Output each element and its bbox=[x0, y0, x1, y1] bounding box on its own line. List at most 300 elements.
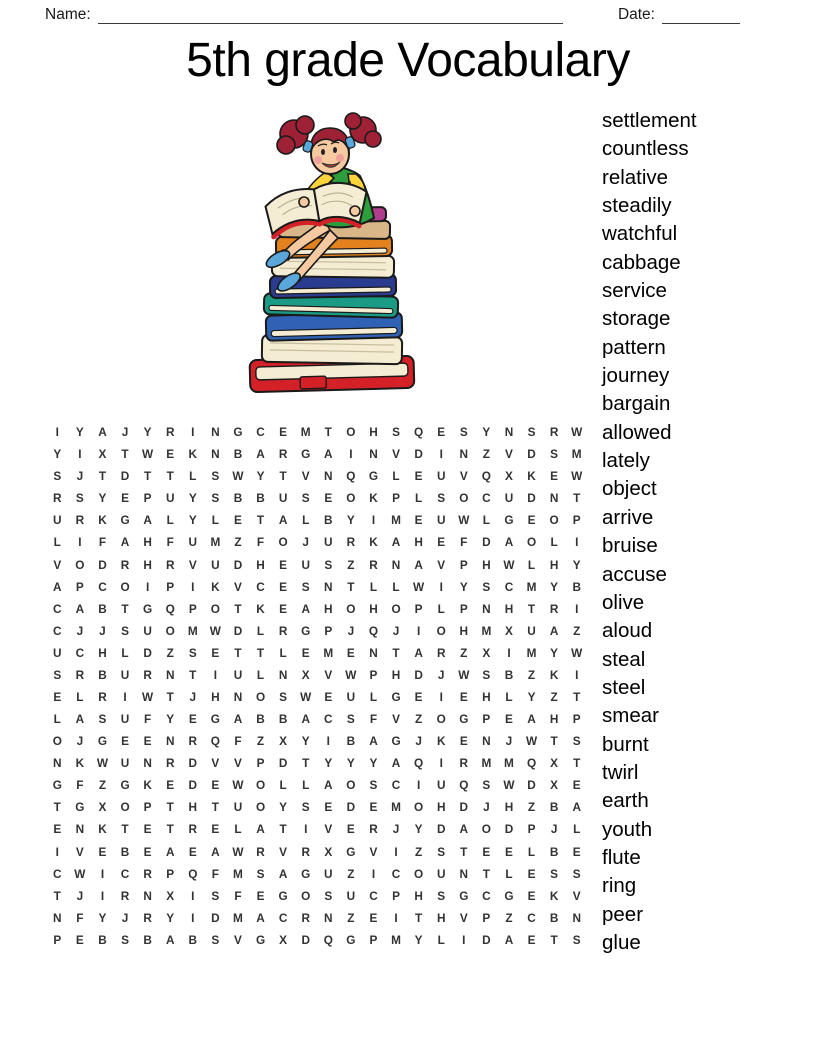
grid-cell-r21-c11: A bbox=[278, 866, 288, 881]
grid-cell-r3-c10: Y bbox=[256, 469, 265, 484]
grid-cell-r4-c6: U bbox=[165, 491, 175, 506]
grid-cell-r12-c22: Z bbox=[527, 667, 536, 682]
grid-cell-r24-c14: G bbox=[346, 932, 356, 947]
grid-cell-r17-c9: W bbox=[232, 778, 244, 793]
grid-cell-r11-c11: L bbox=[279, 645, 287, 660]
grid-cell-r8-c4: O bbox=[120, 579, 130, 594]
grid-cell-r23-c15: E bbox=[369, 910, 378, 925]
grid-cell-r23-c20: P bbox=[482, 910, 491, 925]
grid-cell-r7-c5: H bbox=[143, 557, 152, 572]
grid-cell-r22-c11: G bbox=[278, 888, 288, 903]
grid-cell-r9-c9: T bbox=[234, 601, 242, 616]
grid-cell-r19-c13: V bbox=[324, 822, 333, 837]
grid-cell-r12-c14: W bbox=[345, 667, 357, 682]
grid-cell-r10-c8: W bbox=[209, 623, 221, 638]
word-list-item: settlement bbox=[602, 109, 697, 132]
grid-cell-r20-c23: B bbox=[549, 844, 559, 859]
word-list-item: steel bbox=[602, 675, 646, 699]
word-list-item: journey bbox=[602, 364, 670, 388]
grid-cell-r15-c7: R bbox=[188, 734, 198, 749]
word-list-item: arrive bbox=[602, 505, 654, 529]
grid-cell-r20-c19: T bbox=[460, 844, 468, 859]
grid-cell-r2-c21: V bbox=[505, 447, 513, 462]
grid-cell-r1-c22: S bbox=[527, 425, 536, 440]
word-list-item: accuse bbox=[602, 562, 667, 586]
grid-cell-r19-c24: L bbox=[573, 822, 581, 837]
grid-cell-r24-c10: G bbox=[255, 932, 266, 947]
grid-cell-r21-c7: Q bbox=[188, 866, 198, 881]
grid-cell-r8-c7: I bbox=[191, 579, 195, 594]
grid-cell-r12-c4: U bbox=[120, 667, 130, 682]
grid-cell-r23-c8: D bbox=[211, 910, 220, 925]
grid-cell-r19-c19: A bbox=[459, 822, 469, 837]
word-list-item: steal bbox=[602, 647, 646, 671]
grid-cell-r13-c13: E bbox=[324, 689, 333, 704]
grid-cell-r18-c16: M bbox=[391, 800, 401, 815]
grid-cell-r8-c11: E bbox=[279, 579, 288, 594]
grid-cell-r2-c10: A bbox=[256, 447, 265, 462]
grid-cell-r14-c21: E bbox=[505, 712, 513, 727]
grid-cell-r8-c16: L bbox=[392, 579, 400, 594]
grid-cell-r19-c23: J bbox=[550, 822, 558, 837]
grid-cell-r20-c20: E bbox=[482, 844, 491, 859]
grid-cell-r18-c24: A bbox=[572, 800, 581, 815]
grid-cell-r23-c16: I bbox=[394, 910, 398, 925]
grid-cell-r12-c23: K bbox=[549, 667, 559, 682]
grid-cell-r2-c15: N bbox=[369, 447, 378, 462]
grid-cell-r6-c4: A bbox=[120, 535, 130, 550]
grid-cell-r11-c18: R bbox=[436, 645, 446, 660]
grid-cell-r1-c7: I bbox=[191, 425, 195, 440]
grid-cell-r16-c22: Q bbox=[526, 756, 537, 771]
grid-cell-r8-c19: Y bbox=[459, 579, 468, 594]
grid-cell-r22-c5: N bbox=[143, 888, 152, 903]
grid-cell-r24-c15: P bbox=[369, 932, 378, 947]
grid-cell-r9-c19: P bbox=[459, 601, 468, 616]
grid-cell-r23-c24: N bbox=[572, 910, 581, 925]
grid-cell-r19-c14: E bbox=[346, 822, 355, 837]
girl-hand bbox=[299, 197, 309, 207]
grid-cell-r5-c13: B bbox=[324, 513, 333, 528]
grid-cell-r11-c7: S bbox=[188, 645, 197, 660]
grid-cell-r3-c16: L bbox=[392, 469, 400, 484]
grid-cell-r8-c24: B bbox=[572, 579, 581, 594]
grid-cell-r17-c15: S bbox=[369, 778, 378, 793]
grid-cell-r20-c9: W bbox=[232, 844, 244, 859]
grid-cell-r19-c12: I bbox=[304, 822, 308, 837]
grid-cell-r17-c2: F bbox=[76, 778, 84, 793]
grid-cell-r7-c1: V bbox=[53, 557, 62, 572]
grid-cell-r15-c20: N bbox=[482, 734, 491, 749]
grid-cell-r18-c8: T bbox=[211, 800, 219, 815]
grid-cell-r12-c19: W bbox=[458, 667, 470, 682]
header bbox=[45, 6, 740, 24]
grid-cell-r15-c6: N bbox=[165, 734, 175, 749]
grid-cell-r16-c16: A bbox=[391, 756, 401, 771]
grid-cell-r20-c8: A bbox=[211, 844, 220, 859]
grid-cell-r13-c11: S bbox=[279, 689, 288, 704]
grid-cell-r12-c3: B bbox=[98, 667, 107, 682]
grid-cell-r18-c12: S bbox=[301, 800, 310, 815]
grid-cell-r10-c24: Z bbox=[573, 623, 581, 638]
grid-cell-r9-c7: P bbox=[188, 601, 197, 616]
grid-cell-r14-c19: G bbox=[459, 712, 469, 727]
grid-cell-r17-c22: D bbox=[527, 778, 536, 793]
grid-cell-r7-c12: U bbox=[301, 557, 310, 572]
grid-cell-r14-c7: E bbox=[188, 712, 197, 727]
grid-cell-r1-c6: R bbox=[165, 425, 175, 440]
grid-cell-r17-c6: E bbox=[166, 778, 175, 793]
grid-cell-r10-c2: J bbox=[76, 623, 84, 638]
grid-cell-r21-c6: P bbox=[166, 866, 175, 881]
grid-cell-r17-c19: Q bbox=[459, 778, 469, 793]
grid-cell-r22-c6: X bbox=[166, 888, 175, 903]
grid-cell-r18-c2: G bbox=[75, 800, 85, 815]
grid-cell-r20-c24: E bbox=[572, 844, 581, 859]
grid-cell-r14-c6: Y bbox=[166, 712, 175, 727]
word-list-item: allowed bbox=[602, 420, 672, 444]
grid-cell-r13-c12: W bbox=[300, 689, 312, 704]
grid-cell-r4-c17: L bbox=[415, 491, 423, 506]
grid-cell-r14-c16: V bbox=[392, 712, 400, 727]
grid-cell-r19-c3: K bbox=[98, 822, 107, 837]
grid-cell-r11-c2: C bbox=[75, 645, 85, 660]
grid-cell-r3-c2: J bbox=[76, 469, 84, 484]
grid-cell-r16-c2: K bbox=[75, 756, 85, 771]
grid-cell-r2-c24: M bbox=[571, 447, 582, 462]
grid-cell-r21-c18: U bbox=[436, 866, 446, 881]
grid-cell-r2-c22: D bbox=[527, 447, 536, 462]
grid-cell-r8-c1: A bbox=[53, 579, 62, 594]
grid-cell-r19-c16: J bbox=[392, 822, 400, 837]
grid-cell-r15-c23: T bbox=[550, 734, 558, 749]
grid-cell-r17-c11: L bbox=[279, 778, 287, 793]
grid-cell-r3-c13: N bbox=[324, 469, 333, 484]
grid-cell-r1-c5: Y bbox=[143, 425, 152, 440]
grid-cell-r23-c18: H bbox=[436, 910, 446, 925]
word-list-item: relative bbox=[602, 165, 669, 189]
grid-cell-r14-c20: P bbox=[482, 712, 491, 727]
grid-cell-r2-c11: R bbox=[278, 447, 288, 462]
grid-cell-r14-c12: A bbox=[301, 712, 310, 727]
grid-cell-r15-c3: G bbox=[97, 734, 108, 749]
grid-cell-r7-c8: U bbox=[211, 557, 220, 572]
grid-cell-r5-c17: E bbox=[414, 513, 423, 528]
grid-cell-r14-c13: C bbox=[324, 712, 333, 727]
grid-cell-r13-c5: W bbox=[142, 689, 154, 704]
grid-cell-r9-c20: N bbox=[482, 601, 491, 616]
grid-cell-r16-c23: X bbox=[550, 756, 559, 771]
grid-cell-r24-c8: S bbox=[211, 932, 220, 947]
grid-cell-r22-c17: H bbox=[414, 888, 423, 903]
grid-cell-r19-c17: Y bbox=[414, 822, 423, 837]
grid-cell-r16-c6: R bbox=[165, 756, 175, 771]
grid-cell-r20-c11: V bbox=[279, 844, 288, 859]
grid-cell-r2-c17: D bbox=[414, 447, 423, 462]
grid-cell-r4-c13: E bbox=[324, 491, 333, 506]
grid-cell-r7-c13: S bbox=[324, 557, 333, 572]
grid-cell-r4-c10: B bbox=[256, 491, 265, 506]
grid-cell-r7-c17: A bbox=[414, 557, 423, 572]
grid-cell-r9-c22: T bbox=[527, 601, 536, 616]
grid-cell-r2-c7: K bbox=[188, 447, 198, 462]
grid-cell-r8-c2: P bbox=[75, 579, 84, 594]
grid-cell-r22-c3: I bbox=[100, 888, 105, 903]
grid-cell-r24-c16: M bbox=[391, 932, 401, 947]
grid-cell-r2-c16: V bbox=[392, 447, 400, 462]
grid-cell-r16-c21: M bbox=[504, 756, 514, 771]
grid-cell-r4-c8: S bbox=[211, 491, 220, 506]
grid-cell-r13-c20: H bbox=[482, 689, 491, 704]
grid-cell-r22-c24: V bbox=[572, 888, 581, 903]
grid-cell-r13-c9: N bbox=[233, 689, 243, 704]
grid-cell-r11-c15: N bbox=[369, 645, 378, 660]
grid-cell-r17-c18: U bbox=[436, 778, 446, 793]
grid-cell-r21-c5: R bbox=[143, 866, 152, 881]
grid-cell-r5-c7: Y bbox=[188, 513, 197, 528]
grid-cell-r9-c21: H bbox=[504, 601, 514, 616]
grid-cell-r11-c21: I bbox=[507, 645, 511, 660]
grid-cell-r11-c10: T bbox=[256, 645, 265, 660]
word-list-item: ring bbox=[602, 874, 637, 898]
grid-cell-r19-c18: D bbox=[436, 822, 446, 837]
grid-cell-r10-c18: O bbox=[436, 623, 446, 638]
grid-cell-r22-c12: O bbox=[301, 888, 311, 903]
grid-cell-r1-c11: E bbox=[279, 425, 288, 440]
grid-cell-r15-c15: A bbox=[369, 734, 378, 749]
grid-cell-r22-c4: R bbox=[120, 888, 130, 903]
grid-cell-r1-c13: T bbox=[324, 425, 332, 440]
grid-cell-r10-c19: H bbox=[459, 623, 469, 638]
grid-cell-r21-c22: E bbox=[527, 866, 536, 881]
grid-cell-r8-c18: I bbox=[439, 579, 443, 594]
grid-cell-r14-c4: U bbox=[120, 712, 130, 727]
grid-cell-r7-c2: O bbox=[75, 557, 85, 572]
grid-cell-r7-c19: P bbox=[459, 557, 468, 572]
word-list-item: olive bbox=[602, 590, 645, 614]
grid-cell-r15-c24: S bbox=[572, 734, 581, 749]
grid-cell-r11-c6: Z bbox=[166, 645, 174, 660]
grid-cell-r9-c23: R bbox=[549, 601, 559, 616]
word-list-item: bargain bbox=[602, 392, 671, 416]
grid-cell-r21-c10: S bbox=[256, 866, 265, 881]
grid-cell-r4-c19: O bbox=[459, 491, 469, 506]
grid-cell-r23-c14: Z bbox=[347, 910, 355, 925]
grid-cell-r2-c12: G bbox=[301, 447, 311, 462]
grid-cell-r8-c20: S bbox=[482, 579, 491, 594]
grid-cell-r16-c13: Y bbox=[324, 756, 333, 771]
grid-cell-r10-c3: J bbox=[99, 623, 106, 638]
grid-cell-r11-c8: E bbox=[211, 645, 220, 660]
grid-cell-r1-c20: Y bbox=[482, 425, 491, 440]
grid-cell-r4-c11: U bbox=[278, 491, 288, 506]
grid-cell-r21-c23: S bbox=[550, 866, 559, 881]
grid-cell-r16-c1: N bbox=[53, 756, 62, 771]
grid-cell-r1-c10: C bbox=[256, 425, 265, 440]
grid-cell-r12-c1: S bbox=[53, 667, 62, 682]
grid-cell-r3-c9: W bbox=[232, 469, 244, 484]
grid-cell-r17-c10: O bbox=[255, 778, 266, 793]
grid-cell-r14-c3: S bbox=[98, 712, 107, 727]
grid-cell-r22-c19: G bbox=[459, 888, 469, 903]
grid-cell-r21-c3: I bbox=[100, 866, 105, 881]
grid-cell-r6-c17: H bbox=[414, 535, 423, 550]
grid-cell-r22-c7: I bbox=[191, 888, 195, 903]
word-list-item: cabbage bbox=[602, 250, 681, 274]
name-label: Name: bbox=[45, 6, 91, 23]
grid-cell-r10-c17: I bbox=[416, 623, 421, 638]
grid-cell-r8-c8: K bbox=[211, 579, 220, 594]
grid-cell-r21-c14: Z bbox=[347, 866, 355, 881]
grid-cell-r3-c11: T bbox=[279, 469, 287, 484]
grid-cell-r14-c11: B bbox=[278, 712, 288, 727]
grid-cell-r5-c14: Y bbox=[346, 513, 355, 528]
grid-cell-r1-c19: S bbox=[459, 425, 468, 440]
grid-cell-r20-c10: R bbox=[256, 844, 265, 859]
grid-cell-r22-c14: U bbox=[346, 888, 356, 903]
grid-cell-r14-c15: F bbox=[369, 712, 378, 727]
grid-cell-r14-c18: O bbox=[436, 712, 446, 727]
grid-cell-r4-c22: D bbox=[527, 491, 536, 506]
grid-cell-r9-c24: I bbox=[575, 601, 579, 616]
grid-cell-r13-c19: E bbox=[459, 689, 468, 704]
grid-cell-r6-c16: A bbox=[391, 535, 401, 550]
grid-cell-r12-c12: X bbox=[301, 667, 310, 682]
grid-cell-r18-c6: T bbox=[166, 800, 174, 815]
grid-cell-r16-c17: Q bbox=[414, 756, 424, 771]
grid-cell-r14-c23: H bbox=[549, 712, 559, 727]
grid-cell-r21-c16: C bbox=[391, 866, 401, 881]
grid-cell-r5-c9: E bbox=[234, 513, 242, 528]
word-list-item: lately bbox=[602, 449, 650, 473]
grid-cell-r11-c23: Y bbox=[550, 645, 559, 660]
grid-cell-r15-c19: E bbox=[459, 734, 468, 749]
grid-cell-r17-c13: A bbox=[324, 778, 333, 793]
grid-cell-r23-c21: Z bbox=[505, 910, 513, 925]
grid-cell-r3-c4: D bbox=[120, 469, 130, 484]
grid-cell-r10-c1: C bbox=[53, 623, 62, 638]
grid-cell-r7-c14: Z bbox=[347, 557, 355, 572]
grid-cell-r12-c10: L bbox=[256, 667, 265, 682]
grid-cell-r22-c9: F bbox=[234, 888, 242, 903]
grid-cell-r17-c21: W bbox=[503, 778, 515, 793]
grid-cell-r16-c18: I bbox=[439, 756, 443, 771]
grid-cell-r18-c3: X bbox=[98, 800, 107, 815]
grid-cell-r14-c24: P bbox=[572, 712, 581, 727]
word-list-item: smear bbox=[602, 704, 659, 728]
grid-cell-r13-c21: L bbox=[505, 689, 513, 704]
grid-cell-r5-c6: L bbox=[166, 513, 174, 528]
grid-cell-r15-c22: W bbox=[525, 734, 538, 749]
grid-cell-r17-c7: D bbox=[188, 778, 198, 793]
grid-cell-r8-c14: T bbox=[347, 579, 355, 594]
grid-cell-r3-c14: Q bbox=[346, 469, 356, 484]
grid-cell-r9-c10: K bbox=[256, 601, 265, 616]
grid-cell-r3-c6: T bbox=[166, 469, 174, 484]
grid-cell-r13-c22: Y bbox=[527, 689, 536, 704]
grid-cell-r6-c22: O bbox=[526, 535, 537, 550]
grid-cell-r1-c18: E bbox=[437, 425, 446, 440]
grid-cell-r6-c9: Z bbox=[234, 535, 242, 550]
grid-cell-r3-c23: E bbox=[550, 469, 559, 484]
grid-cell-r2-c9: B bbox=[233, 447, 243, 462]
grid-cell-r3-c24: W bbox=[571, 469, 583, 484]
grid-cell-r24-c6: A bbox=[165, 932, 175, 947]
word-list-item: glue bbox=[602, 930, 641, 954]
grid-cell-r16-c3: W bbox=[96, 756, 109, 771]
grid-cell-r8-c22: M bbox=[526, 579, 537, 594]
grid-cell-r14-c9: A bbox=[233, 712, 243, 727]
grid-cell-r19-c2: N bbox=[75, 822, 85, 837]
grid-cell-r20-c18: S bbox=[437, 844, 446, 859]
grid-cell-r13-c16: G bbox=[391, 689, 401, 704]
grid-cell-r1-c9: G bbox=[233, 425, 243, 440]
grid-cell-r20-c4: B bbox=[120, 844, 130, 859]
grid-cell-r24-c18: L bbox=[437, 932, 445, 947]
grid-cell-r1-c8: N bbox=[211, 425, 220, 440]
grid-cell-r10-c11: R bbox=[278, 623, 288, 638]
grid-cell-r3-c8: S bbox=[211, 469, 220, 484]
grid-cell-r20-c2: V bbox=[75, 844, 84, 859]
grid-cell-r24-c5: B bbox=[143, 932, 152, 947]
grid-cell-r1-c14: O bbox=[346, 425, 356, 440]
grid-cell-r17-c17: I bbox=[416, 778, 421, 793]
grid-cell-r10-c15: Q bbox=[368, 623, 379, 638]
grid-cell-r6-c12: J bbox=[302, 535, 309, 550]
grid-cell-r19-c4: T bbox=[121, 822, 129, 837]
grid-cell-r22-c18: S bbox=[437, 888, 446, 903]
grid-cell-r3-c17: E bbox=[414, 469, 423, 484]
grid-cell-r5-c11: A bbox=[278, 513, 288, 528]
grid-cell-r18-c13: E bbox=[324, 800, 333, 815]
grid-cell-r21-c15: I bbox=[371, 866, 376, 881]
grid-cell-r4-c18: S bbox=[437, 491, 446, 506]
grid-cell-r18-c15: E bbox=[369, 800, 378, 815]
grid-cell-r15-c5: E bbox=[143, 734, 152, 749]
grid-cell-r18-c7: H bbox=[188, 800, 198, 815]
grid-cell-r13-c1: E bbox=[53, 689, 62, 704]
grid-cell-r3-c18: U bbox=[436, 469, 446, 484]
grid-cell-r24-c23: T bbox=[550, 932, 558, 947]
grid-cell-r2-c6: E bbox=[166, 447, 175, 462]
grid-cell-r23-c17: T bbox=[415, 910, 423, 925]
grid-cell-r24-c3: B bbox=[98, 932, 107, 947]
grid-cell-r12-c2: R bbox=[75, 667, 85, 682]
grid-cell-r23-c10: A bbox=[256, 910, 265, 925]
grid-cell-r12-c6: N bbox=[165, 667, 175, 682]
grid-cell-r7-c22: L bbox=[527, 557, 536, 572]
grid-cell-r16-c5: N bbox=[143, 756, 152, 771]
grid-cell-r13-c2: L bbox=[76, 689, 84, 704]
grid-cell-r3-c19: V bbox=[459, 469, 468, 484]
grid-cell-r7-c24: Y bbox=[572, 557, 581, 572]
grid-cell-r16-c10: P bbox=[256, 756, 265, 771]
grid-cell-r8-c5: I bbox=[145, 579, 150, 594]
word-list-item: bruise bbox=[602, 534, 658, 558]
grid-cell-r5-c12: L bbox=[302, 513, 310, 528]
grid-cell-r12-c13: V bbox=[324, 667, 333, 682]
grid-cell-r21-c19: N bbox=[459, 866, 469, 881]
grid-cell-r21-c8: F bbox=[211, 866, 219, 881]
grid-cell-r12-c11: N bbox=[278, 667, 288, 682]
grid-cell-r4-c1: R bbox=[53, 491, 62, 506]
grid-cell-r2-c1: Y bbox=[53, 447, 62, 462]
grid-cell-r19-c22: P bbox=[527, 822, 536, 837]
grid-cell-r19-c11: T bbox=[279, 822, 287, 837]
word-list-item: pattern bbox=[602, 335, 666, 359]
grid-cell-r14-c1: L bbox=[53, 712, 61, 727]
grid-cell-r16-c24: T bbox=[573, 756, 581, 771]
